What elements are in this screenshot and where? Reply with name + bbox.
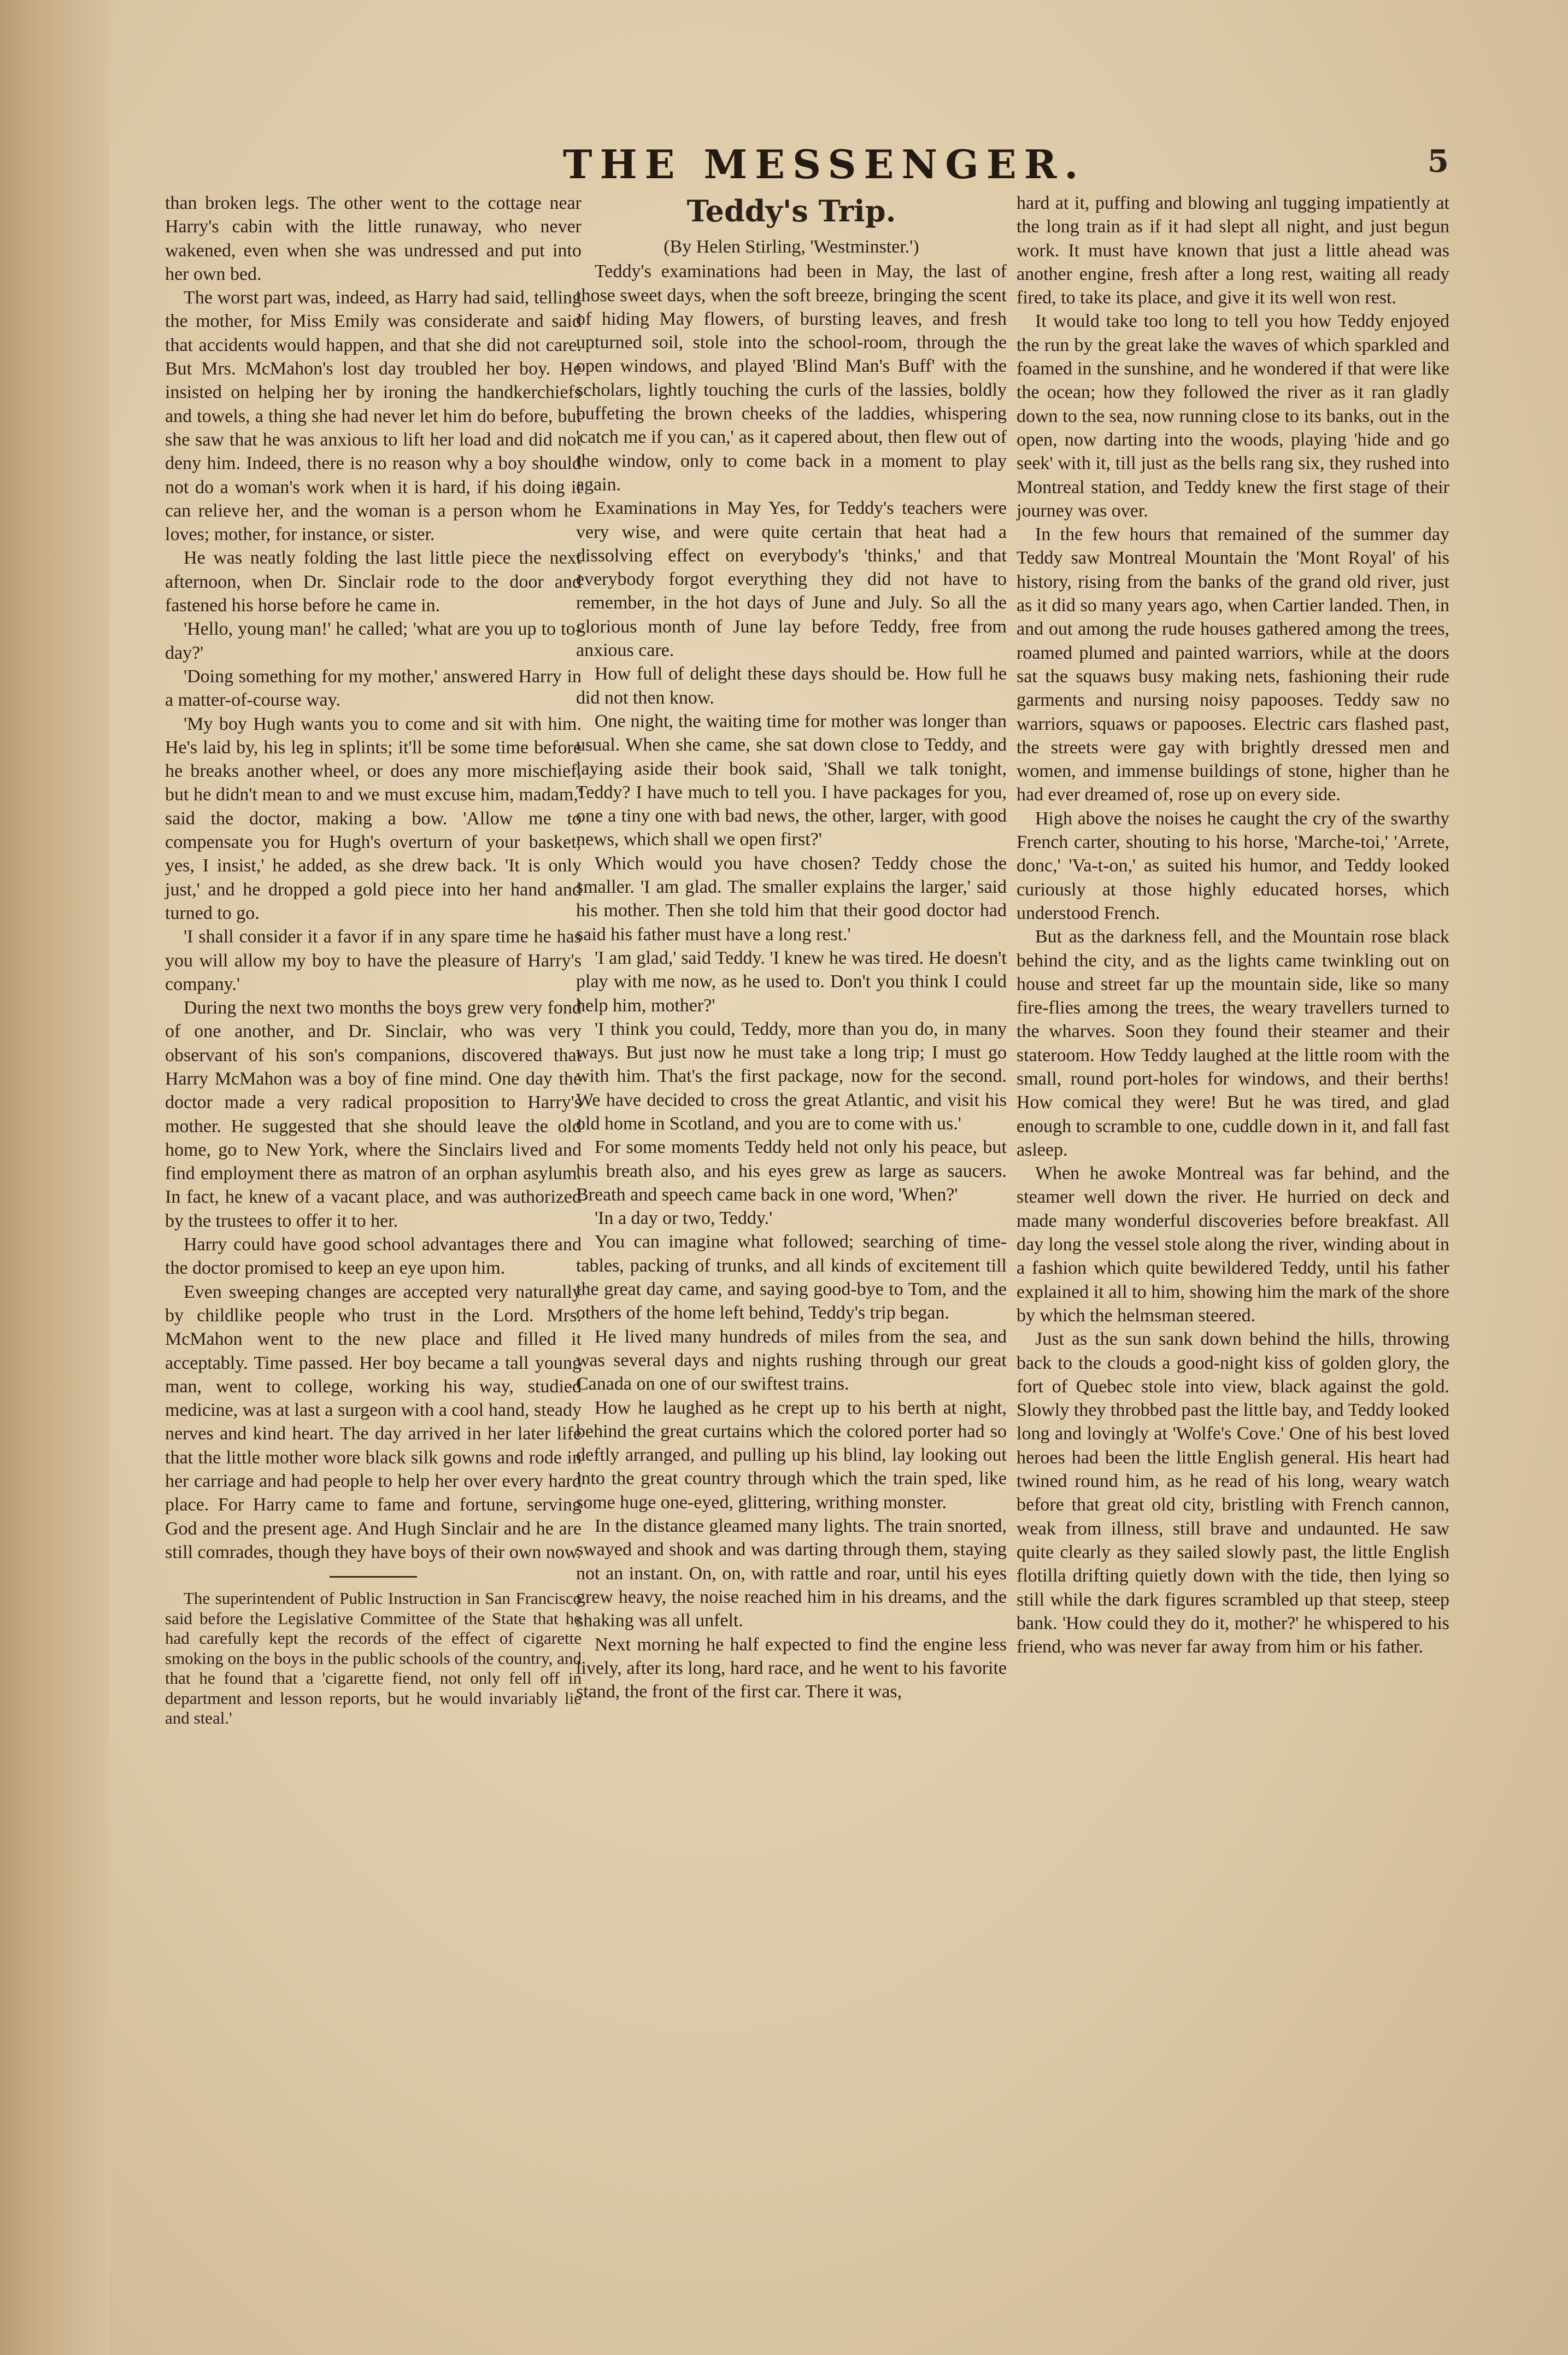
paragraph: 'I am glad,' said Teddy. 'I knew he was tired. He doesn't play with me now, as he used to. Don't you think I could help him, mother?' [576, 947, 1007, 1016]
paragraph: For some moments Teddy held not only his peace, but his breath also, and his eyes grew as large as saucers. Breath and speech came back in one word, 'When?' [576, 1137, 1007, 1205]
paragraph: 'I think you could, Teddy, more than you do, in many ways. But just now he must take a long trip; I must go with him. That's the first package, now for the second. We have decided to cross the great Atlantic, and visit his old home in Scotland, and you are to come with us.' [576, 1018, 1007, 1134]
article-byline: (By Helen Stirling, 'Westminster.') [663, 237, 919, 257]
paragraph: than broken legs. The other went to the cottage near Harry's cabin with the little runaway, who never wakened, even when she was undressed and put into her own bed. [165, 193, 582, 284]
paragraph: Teddy's examinations had been in May, the last of those sweet days, when the soft breeze, bringing the scent of hiding May flowers, of bursting leaves, and fresh upturned soil, stole into the school-room, through the open windows, and played 'Blind Man's Buff' with the scholars, lightly touching the curls of the lassies, boldly buffeting the brown cheeks of the laddies, whispering 'catch me if you can,' as it capered about, then flew out of the window, only to come back in a moment to play again. [576, 261, 1007, 495]
paragraph: hard at it, puffing and blowing anl tugging impatiently at the long train as if it had slept all night, and just begun work. It must have known that just a little ahead was another engine, fresh after a long rest, waiting all ready fired, to take its place, and give it its well won rest. [1017, 193, 1449, 308]
page-number: 5 [1428, 143, 1449, 179]
paragraph: How he laughed as he crept up to his berth at night, behind the great curtains which the colored porter had so deftly arranged, and pulling up his blind, lay looking out into the great country through which the train sped, like some huge one-eyed, glittering, writhing monster. [576, 1397, 1007, 1513]
paragraph: One night, the waiting time for mother was longer than usual. When she came, she sat down close to Teddy, and laying aside their book said, 'Shall we talk tonight, Teddy? I have much to tell you. I have packages for you, one a tiny one with bad news, the other, larger, with good news, which shall we open first?' [576, 711, 1007, 850]
paragraph: In the few hours that remained of the summer day Teddy saw Montreal Mountain the 'Mont Royal' of his history, rising from the banks of the grand old river, just as it did so many years ago, when Cartier landed. Then, in and out among the rude houses gathered among the trees, roamed plumed and painted warriors, while at the doors sat the squaws busy making nets, fashioning their rude garments and nursing noisy papooses. Teddy saw no warriors, squaws or papooses. Electric cars flashed past, the streets were gay with brightly dressed men and women, and immense buildings of stone, higher than he had ever dreamed of, rose up on every side. [1017, 524, 1449, 805]
column-2 [576, 191, 1007, 1703]
paragraph: When he awoke Montreal was far behind, and the steamer well down the river. He hurried on deck and made many wonderful discoveries before breakfast. All day long the vessel stole along the river, winding about in a fashion which quite bewildered Teddy, until his father explained it all to him, showing him the mark of the shore by which the helmsman steered. [1017, 1163, 1449, 1326]
paragraph: During the next two months the boys grew very fond of one another, and Dr. Sinclair, who was very observant of his son's companions, discovered that Harry McMahon was a boy of fine mind. One day the doctor made a very radical proposition to Harry's mother. He suggested that she should leave the old home, go to New York, where the Sinclairs lived and find employment there as matron of an orphan asylum. In fact, he knew of a vacant place, and was authorized by the trustees to offer it to her. [165, 998, 582, 1231]
column-1 [165, 191, 582, 1729]
paragraph: Which would you have chosen? Teddy chose the smaller. 'I am glad. The smaller explains the larger,' said his mother. Then she told him that their good doctor had said his father must have a long rest.' [576, 853, 1007, 945]
paragraph: You can imagine what followed; searching of time-tables, packing of trunks, and all kinds of excitement till the great day came, and saying good-bye to Tom, and the others of the home left behind, Teddy's trip began. [576, 1232, 1007, 1323]
paragraph: The worst part was, indeed, as Harry had said, telling the mother, for Miss Emily was considerate and said that accidents would happen, and that she did not care. But Mrs. McMahon's lost day troubled her boy. He insisted on helping her by ironing the handkerchiefs and towels, a thing she had never let him do before, but she saw that he was anxious to lift her load and did not deny him. Indeed, there is no reason why a boy should not do a woman's work when it is hard, if his doing it can relieve her, and the woman is a person whom he loves; mother, for instance, or sister. [165, 288, 582, 545]
paragraph: In the distance gleamed many lights. The train snorted, swayed and shook and was darting through them, staying not an instant. On, on, with rattle and roar, until his eyes grew heavy, the noise reached him in his dreams, and the shaking was all unfelt. [576, 1516, 1007, 1631]
page-fold-shadow [0, 0, 109, 2355]
paragraph: How full of delight these days should be. How full he did not then know. [576, 664, 1007, 708]
paragraph: It would take too long to tell you how Teddy enjoyed the run by the great lake the waves of which sparkled and foamed in the sunshine, and he wondered if that were like the ocean; how they followed the river as it ran gladly down to the sea, now running close to its banks, out in the open, now darting into the woods, playing 'hide and go seek' with it, till just as the bells rang six, they rushed into Montreal station, and Teddy knew the first stage of their journey was over. [1017, 311, 1449, 521]
column-3 [1017, 191, 1449, 1659]
paragraph: High above the noises he caught the cry of the swarthy French carter, shouting to his horse, 'Marche-toi,' 'Arrete, donc,' 'Va-t-on,' as suited his humor, and Teddy looked curiously at those highly educated horses, which understood French. [1017, 808, 1449, 923]
section-divider [330, 1576, 417, 1578]
paragraph: But as the darkness fell, and the Mountain rose black behind the city, and as the lights came twinkling out on house and street far up the mountain side, like so many fire-flies among the trees, the weary travellers turned to the wharves. Soon they found their steamer and their stateroom. How Teddy laughed at the little room with the small, round port-holes for windows, and their berths! How comical they were! But he was tired, and glad enough to scramble to one, cuddle down in it, and fall fast asleep. [1017, 927, 1449, 1160]
running-title: THE MESSENGER. [563, 141, 1086, 188]
paragraph: 'Doing something for my mother,' answered Harry in a matter-of-course way. [165, 666, 582, 711]
paragraph: Even sweeping changes are accepted very naturally by childlike people who trust in the Lord. Mrs. McMahon went to the new place and filled it acceptably. Time passed. Her boy became a tall young man, went to college, working his way, studied medicine, was at last a surgeon with a cool hand, steady nerves and kind heart. The day arrived in her later life that the little mother wore black silk gowns and rode in her carriage and had people to help her over every hard place. For Harry came to fame and fortune, serving God and the present age. And Hugh Sinclair and he are still comrades, though they have boys of their own now. [165, 1281, 582, 1562]
paragraph: 'I shall consider it a favor if in any spare time he has you will allow my boy to have the pleasure of Harry's company.' [165, 927, 582, 994]
paragraph: Examinations in May Yes, for Teddy's teachers were very wise, and were quite certain that heat had a dissolving effect on everybody's 'thinks,' and that everybody forgot everything they did not have to remember, in the hot days of June and July. So all the glorious month of June lay before Teddy, free from anxious care. [576, 498, 1007, 661]
paragraph: He lived many hundreds of miles from the sea, and was several days and nights rushing through our great Canada on one of our swiftest trains. [576, 1326, 1007, 1395]
article-title: Teddy's Trip. [686, 194, 896, 229]
paragraph: 'In a day or two, Teddy.' [595, 1208, 773, 1229]
paragraph: Next morning he half expected to find the engine less lively, after its long, hard race, and he went to his favorite stand, the front of the first car. There it was, [576, 1634, 1007, 1702]
paragraph: He was neatly folding the last little piece the next afternoon, when Dr. Sinclair rode to the door and fastened his horse before he came in. [165, 548, 582, 616]
paragraph: Just as the sun sank down behind the hills, throwing back to the clouds a good-night kiss of golden glory, the fort of Quebec stole into view, black against the gold. Slowly they throbbed past the little bay, and Teddy looked long and lovingly at 'Wolfe's Cove.' One of his best loved heroes had been the little English general. His heart had twined round him, as he read of his long, weary watch before that great old city, bristling with French cannon, weak from illness, still brave and undaunted. He saw quite clearly as they sailed slowly past, the little English flotilla drifting quietly down with the tide, then lying so still while the dark figures scrambled up that steep, steep bank. 'How could they do it, mother?' he whispered to his friend, who was never far away from him or his father. [1017, 1329, 1449, 1657]
paragraph: 'Hello, young man!' he called; 'what are you up to to-day?' [165, 619, 582, 663]
paragraph: 'My boy Hugh wants you to come and sit with him. He's laid by, his leg in splints; it'll be some time before he breaks another wheel, or does any more mischief, but he didn't mean to and we must excuse him, madam,' said the doctor, making a bow. 'Allow me to compensate you for Hugh's overturn of your basket; yes, I insist,' he added, as she drew back. 'It is only just,' and he dropped a gold piece into her hand and turned to go. [165, 713, 582, 923]
news-note: The superintendent of Public Instruction in San Francisco said before the Legislative Committee of the State that he had carefully kept the records of the effect of cigarette smoking on the boys in the public schools of the country, and that he found that a 'cigarette fiend, not only fell off in department and lesson reports, but he would invariably lie and steal.' [165, 1589, 582, 1728]
paragraph: Harry could have good school advantages there and the doctor promised to keep an eye upon him. [165, 1234, 582, 1279]
